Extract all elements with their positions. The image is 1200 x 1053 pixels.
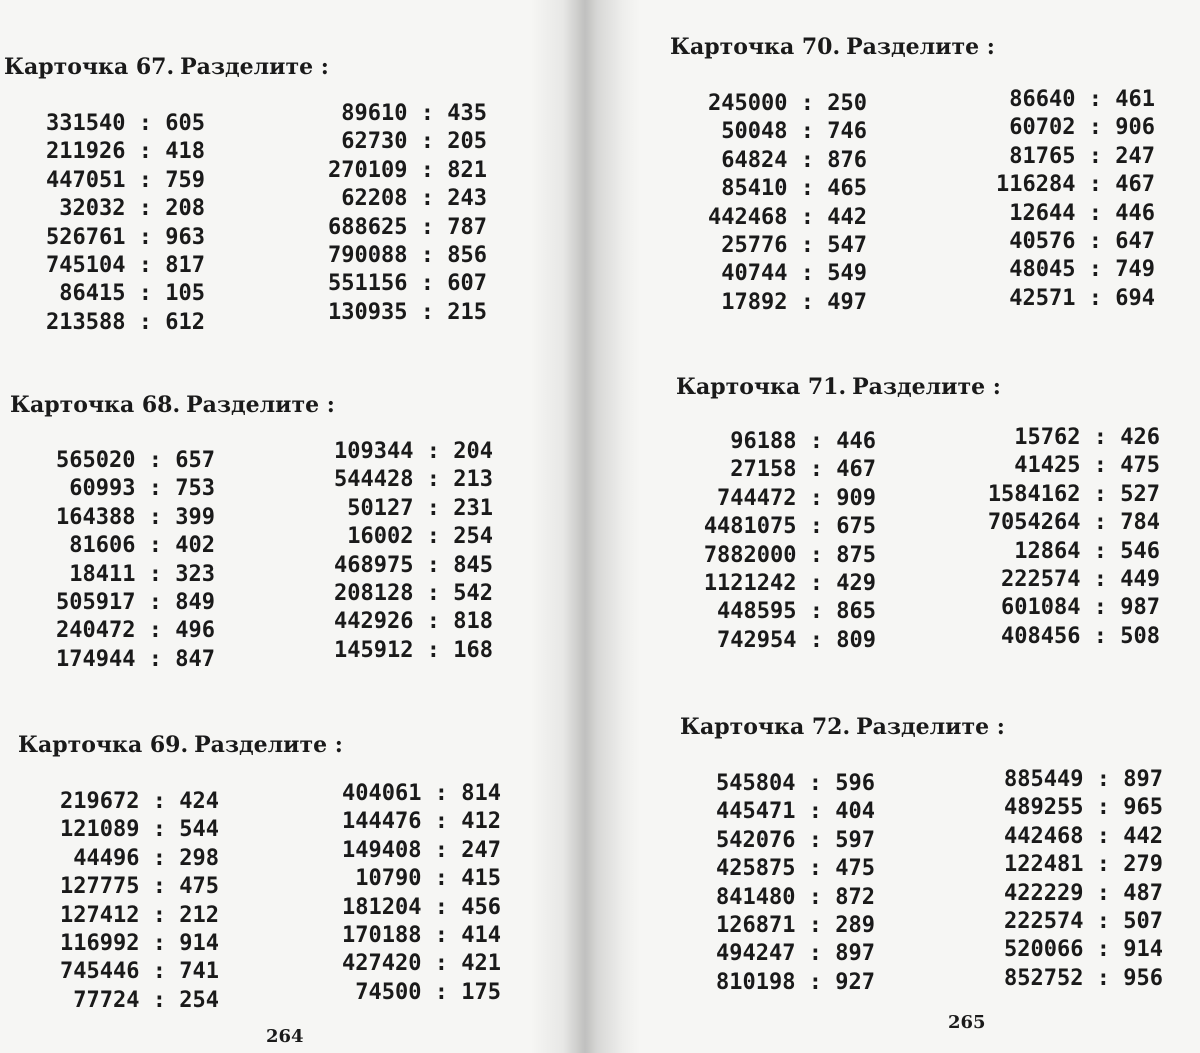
- problems-left-column: [710, 770, 875, 997]
- page-number: 264: [266, 1026, 304, 1047]
- card-69: [18, 732, 538, 1032]
- division-problem: 1584162 : 527: [987, 481, 1160, 507]
- card-72: [680, 714, 1200, 1014]
- division-problem: 1121242 : 429: [703, 571, 876, 597]
- card-instruction: Разделите :: [856, 714, 1005, 740]
- division-problem: 18411 : 323: [69, 561, 215, 587]
- division-problem: 565020 : 657: [56, 448, 215, 473]
- problems-left-column: [54, 788, 219, 1015]
- card-title: [10, 392, 335, 418]
- division-problem: 86415 : 105: [59, 281, 205, 307]
- division-problem: 32032 : 208: [59, 196, 205, 222]
- problems-left-column: [702, 90, 867, 317]
- division-problem: 122481 : 279: [1004, 852, 1163, 878]
- card-number: Карточка 72.: [680, 714, 851, 740]
- problems-left-column: [702, 428, 876, 655]
- card-title: [4, 54, 329, 80]
- card-title: [670, 34, 995, 60]
- division-problem: 494247 : 897: [716, 941, 875, 967]
- division-problem: 60702 : 906: [1009, 115, 1155, 141]
- division-problem: 62730 : 205: [341, 129, 487, 155]
- division-problem: 164388 : 399: [56, 504, 215, 530]
- card-67: [4, 54, 524, 354]
- division-problem: 790088 : 856: [328, 243, 487, 269]
- card-71: [676, 374, 1196, 674]
- division-problem: 852752 : 956: [1004, 965, 1163, 991]
- division-problem: 526761 : 963: [46, 224, 205, 250]
- division-problem: 81765 : 247: [1009, 143, 1155, 169]
- division-problem: 40744 : 549: [721, 261, 867, 287]
- division-problem: 85410 : 465: [721, 176, 867, 202]
- division-problem: 127775 : 475: [60, 874, 219, 900]
- division-problem: 96188 : 446: [730, 429, 876, 454]
- problems-left-column: [40, 110, 205, 337]
- problems-left-column: [50, 447, 215, 674]
- division-problem: 62208 : 243: [341, 186, 487, 212]
- division-problem: 7054264 : 784: [987, 510, 1160, 536]
- division-problem: 542076 : 597: [716, 827, 875, 853]
- page-right: [600, 0, 1200, 1053]
- division-problem: 742954 : 809: [717, 627, 876, 653]
- division-problem: 7882000 : 875: [703, 542, 876, 568]
- division-problem: 270109 : 821: [328, 157, 487, 183]
- division-problem: 422229 : 487: [1004, 880, 1163, 906]
- division-problem: 40576 : 647: [1009, 229, 1155, 255]
- division-problem: 50127 : 231: [347, 495, 493, 521]
- division-problem: 427420 : 421: [342, 951, 501, 977]
- division-problem: 745104 : 817: [46, 253, 205, 279]
- division-problem: 841480 : 872: [716, 884, 875, 910]
- division-problem: 27158 : 467: [730, 457, 876, 483]
- problems-right-column: [982, 424, 1160, 651]
- division-problem: 222574 : 449: [1001, 567, 1160, 593]
- page-left: [0, 0, 580, 1053]
- division-problem: 116284 : 467: [996, 172, 1155, 198]
- division-problem: 445471 : 404: [716, 799, 875, 825]
- card-number: Карточка 68.: [10, 392, 181, 418]
- card-instruction: Разделите :: [186, 392, 335, 418]
- division-problem: 130935 : 215: [328, 299, 487, 325]
- division-problem: 12864 : 546: [1014, 538, 1160, 564]
- division-problem: 44496 : 298: [73, 845, 219, 871]
- problems-right-column: [336, 780, 501, 1007]
- division-problem: 64824 : 876: [721, 147, 867, 173]
- division-problem: 170188 : 414: [342, 923, 501, 949]
- division-problem: 10790 : 415: [355, 866, 501, 892]
- division-problem: 121089 : 544: [60, 817, 219, 843]
- division-problem: 505917 : 849: [56, 590, 215, 616]
- division-problem: 245000 : 250: [708, 91, 867, 116]
- division-problem: 331540 : 605: [46, 111, 205, 136]
- card-instruction: Разделите :: [194, 732, 343, 758]
- division-problem: 222574 : 507: [1004, 909, 1163, 935]
- division-problem: 74500 : 175: [355, 979, 501, 1005]
- division-problem: 489255 : 965: [1004, 795, 1163, 821]
- division-problem: 520066 : 914: [1004, 937, 1163, 963]
- card-instruction: Разделите :: [180, 54, 329, 80]
- division-problem: 688625 : 787: [328, 214, 487, 240]
- division-problem: 12644 : 446: [1009, 200, 1155, 226]
- division-problem: 127412 : 212: [60, 902, 219, 928]
- division-problem: 145912 : 168: [334, 637, 493, 663]
- division-problem: 50048 : 746: [721, 119, 867, 145]
- card-number: Карточка 69.: [18, 732, 189, 758]
- division-problem: 116992 : 914: [60, 931, 219, 957]
- division-problem: 448595 : 865: [717, 599, 876, 625]
- division-problem: 468975 : 845: [334, 552, 493, 578]
- card-number: Карточка 67.: [4, 54, 175, 80]
- card-number: Карточка 70.: [670, 34, 841, 60]
- division-problem: 41425 : 475: [1014, 453, 1160, 479]
- division-problem: 601084 : 987: [1001, 595, 1160, 621]
- division-problem: 211926 : 418: [46, 139, 205, 165]
- division-problem: 16002 : 254: [347, 524, 493, 550]
- division-problem: 4481075 : 675: [703, 514, 876, 540]
- division-problem: 81606 : 402: [69, 533, 215, 559]
- division-problem: 745446 : 741: [60, 959, 219, 985]
- division-problem: 144476 : 412: [342, 809, 501, 835]
- division-problem: 89610 : 435: [341, 101, 487, 126]
- division-problem: 15762 : 426: [1014, 425, 1160, 450]
- problems-right-column: [990, 86, 1155, 313]
- division-problem: 885449 : 897: [1004, 767, 1163, 792]
- problems-right-column: [998, 766, 1163, 993]
- division-problem: 408456 : 508: [1001, 623, 1160, 649]
- card-title: [680, 714, 1005, 740]
- division-problem: 551156 : 607: [328, 271, 487, 297]
- division-problem: 213588 : 612: [46, 309, 205, 335]
- division-problem: 149408 : 247: [342, 837, 501, 863]
- division-problem: 404061 : 814: [342, 781, 501, 806]
- problems-right-column: [328, 438, 493, 665]
- problems-right-column: [322, 100, 487, 327]
- division-problem: 109344 : 204: [334, 439, 493, 464]
- division-problem: 42571 : 694: [1009, 285, 1155, 311]
- division-problem: 60993 : 753: [69, 476, 215, 502]
- division-problem: 545804 : 596: [716, 771, 875, 796]
- division-problem: 442468 : 442: [1004, 823, 1163, 849]
- division-problem: 48045 : 749: [1009, 257, 1155, 283]
- division-problem: 447051 : 759: [46, 167, 205, 193]
- card-title: [18, 732, 343, 758]
- card-68: [10, 392, 530, 692]
- page-number: 265: [948, 1012, 986, 1033]
- card-instruction: Разделите :: [852, 374, 1001, 400]
- division-problem: 240472 : 496: [56, 618, 215, 644]
- division-problem: 17892 : 497: [721, 289, 867, 315]
- division-problem: 174944 : 847: [56, 646, 215, 672]
- division-problem: 744472 : 909: [717, 485, 876, 511]
- division-problem: 77724 : 254: [73, 987, 219, 1013]
- division-problem: 86640 : 461: [1009, 87, 1155, 112]
- division-problem: 544428 : 213: [334, 467, 493, 493]
- card-instruction: Разделите :: [846, 34, 995, 60]
- division-problem: 810198 : 927: [716, 969, 875, 995]
- division-problem: 425875 : 475: [716, 856, 875, 882]
- division-problem: 25776 : 547: [721, 233, 867, 259]
- division-problem: 442468 : 442: [708, 204, 867, 230]
- division-problem: 219672 : 424: [60, 789, 219, 814]
- card-number: Карточка 71.: [676, 374, 847, 400]
- division-problem: 208128 : 542: [334, 581, 493, 607]
- card-70: [670, 34, 1190, 334]
- division-problem: 442926 : 818: [334, 609, 493, 635]
- card-title: [676, 374, 1001, 400]
- division-problem: 181204 : 456: [342, 894, 501, 920]
- division-problem: 126871 : 289: [716, 913, 875, 939]
